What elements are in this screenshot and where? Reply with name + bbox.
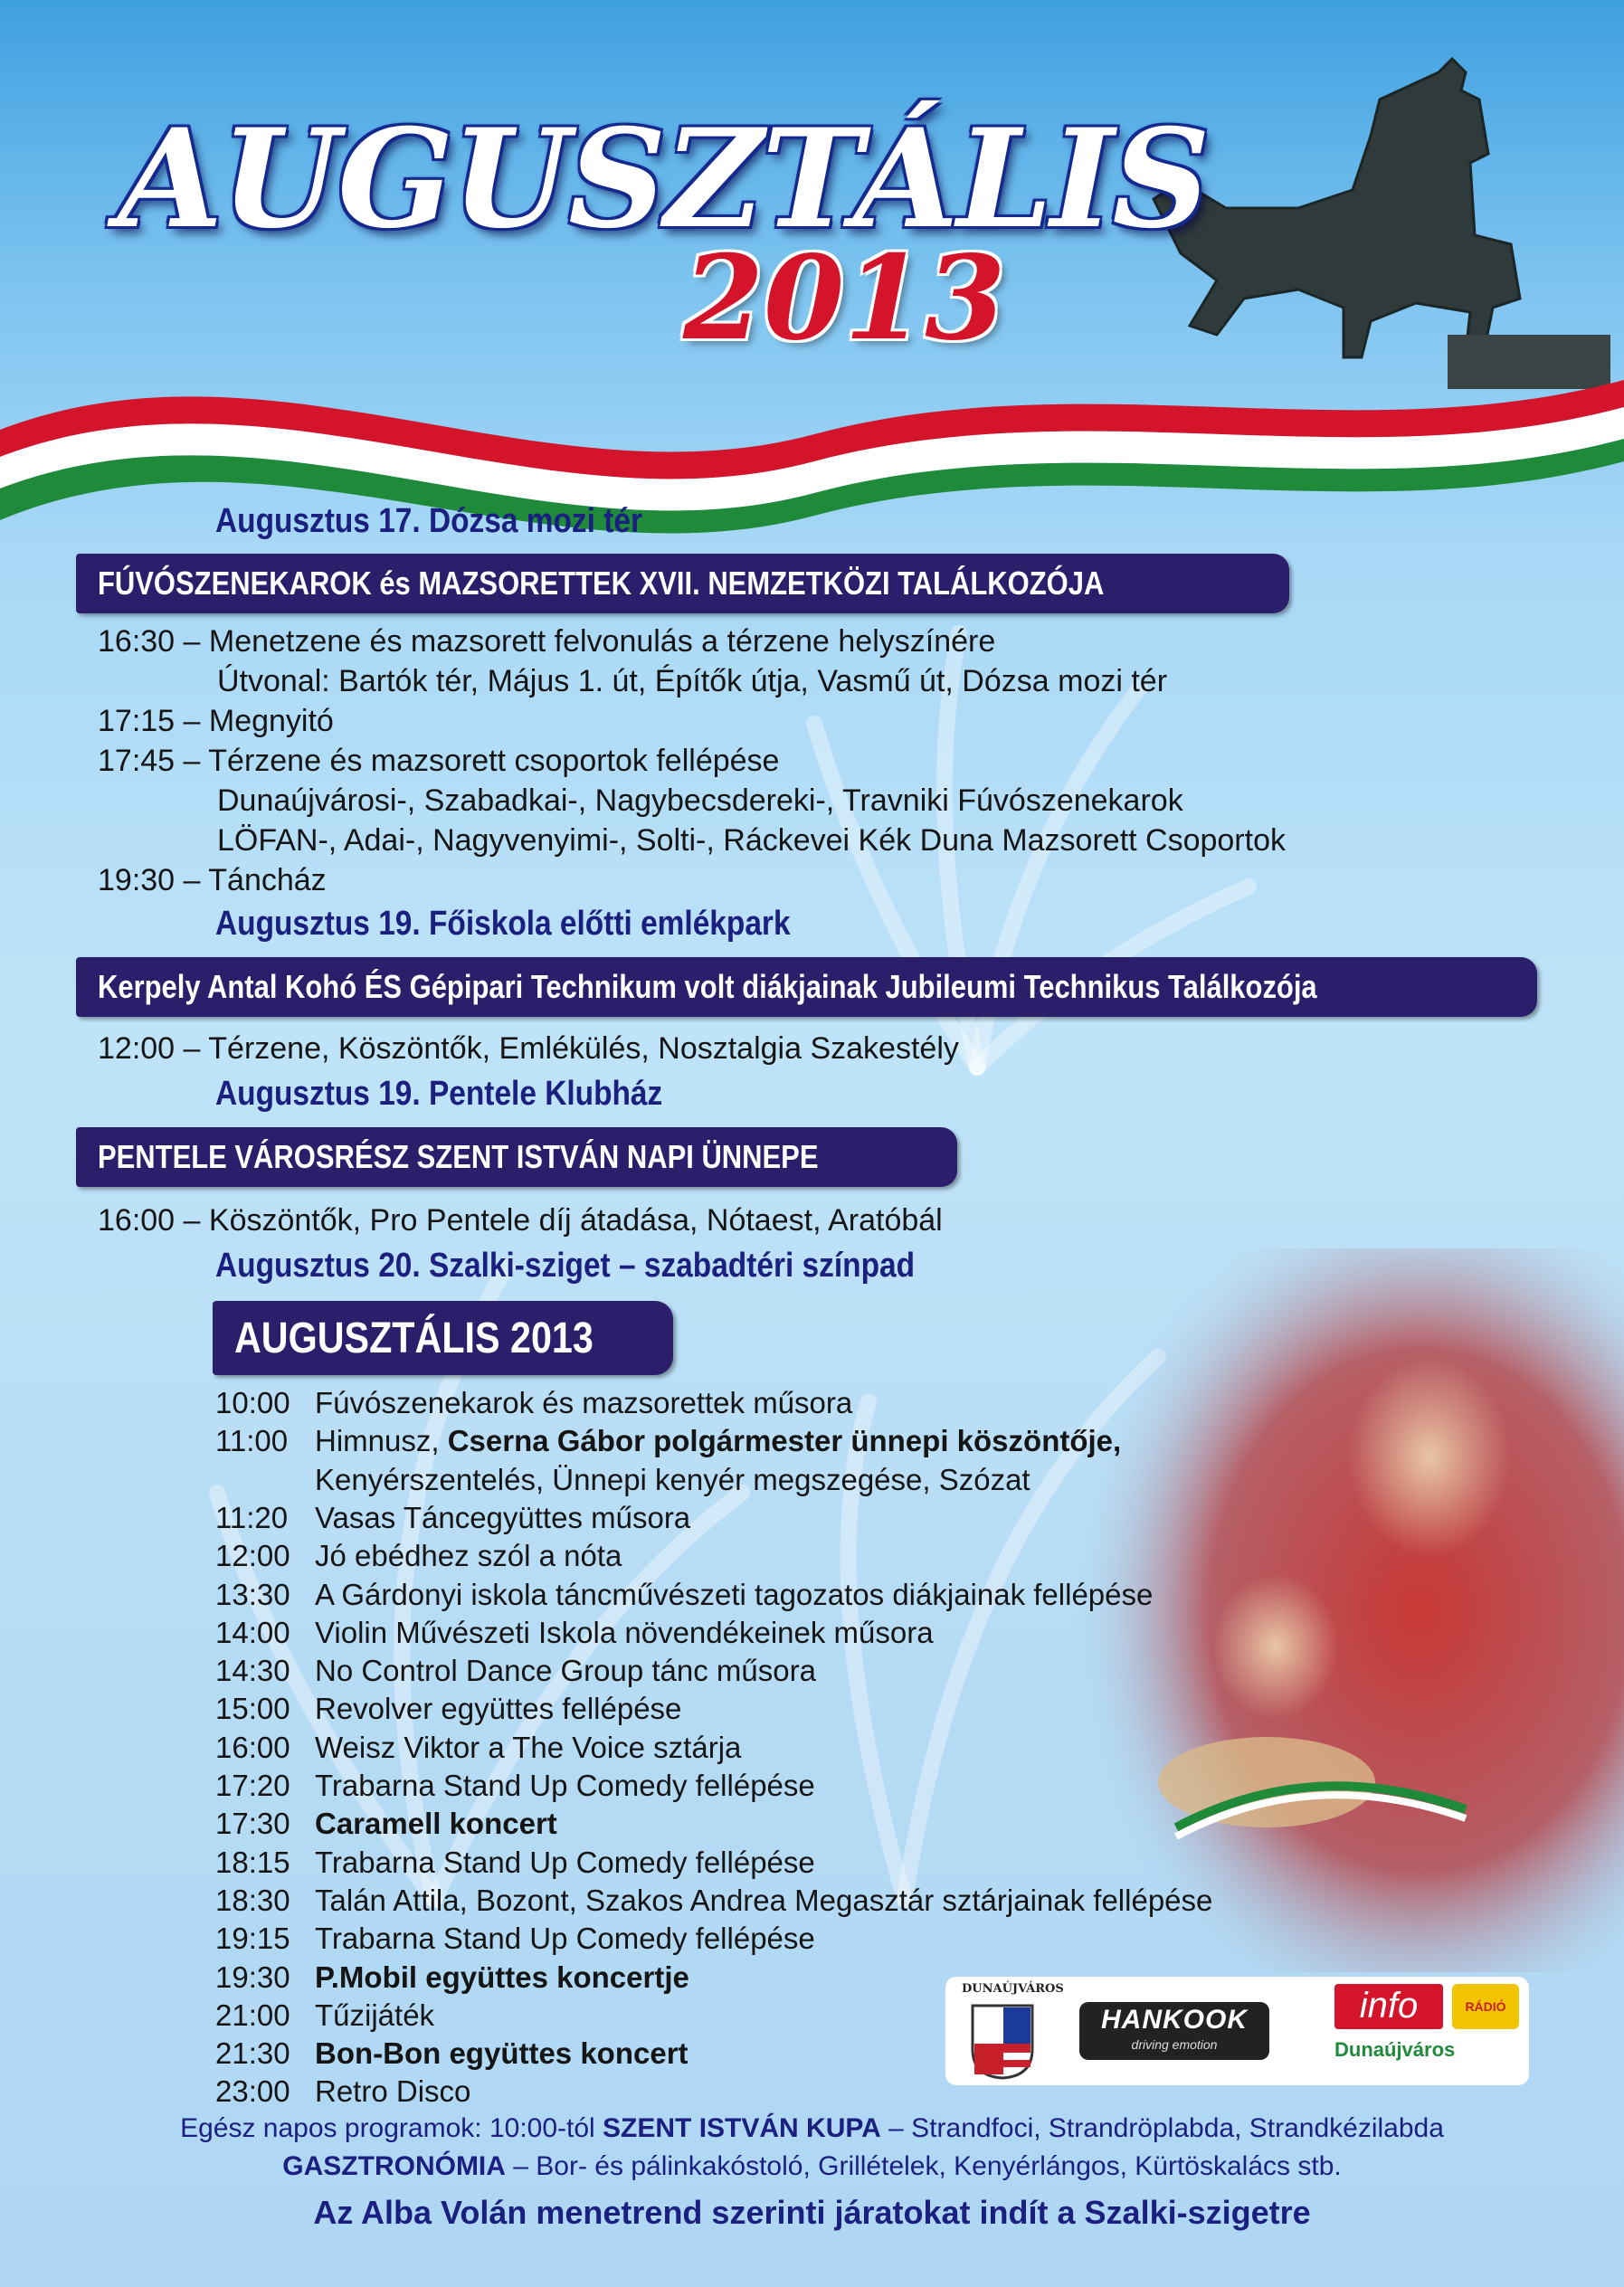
program-text: Trabarna Stand Up Comedy fellépése — [315, 1922, 815, 1956]
program-item — [215, 1386, 852, 1420]
closing-note: Az Alba Volán menetrend szerinti járatokat indít a Szalki-szigetre — [313, 2194, 1311, 2231]
footer-line-2: GASZTRONÓMIA – Bor- és pálinkakóstoló, Grillételek, Kenyérlángos, Kürtöskalács stb. — [282, 2151, 1342, 2181]
info-logo: info — [1334, 1984, 1443, 2029]
schedule-line: 17:45 – Térzene és mazsorett csoportok fellépése — [98, 744, 780, 778]
program-text: Violin Művészeti Iskola növendékeinek műsora — [315, 1615, 934, 1649]
program-item — [215, 1731, 741, 1765]
poster-title: AUGUSZTÁLIS — [118, 100, 1209, 259]
program-time: 11:00 — [215, 1424, 289, 1458]
dunaujvaros-logo: Dunaújváros — [1334, 2038, 1456, 2061]
program-time: 17:30 — [215, 1807, 290, 1841]
program-text: No Control Dance Group tánc műsora — [315, 1654, 816, 1688]
program-text: Revolver együttes fellépése — [315, 1692, 682, 1726]
program-time: 10:00 — [215, 1386, 290, 1419]
program-item — [215, 1539, 622, 1573]
schedule-line: LÖFAN-, Adai-, Nagyvenyimi-, Solti-, Ráckevei Kék Duna Mazsorett Csoportok — [217, 823, 1286, 858]
program-item — [215, 1998, 434, 2033]
program-item — [215, 1884, 1212, 1918]
program-item — [215, 1501, 690, 1535]
program-time: 21:30 — [215, 2036, 290, 2071]
program-text: Retro Disco — [315, 2074, 471, 2109]
sponsor-logos — [945, 1977, 1529, 2085]
program-time: 18:30 — [215, 1883, 290, 1917]
program-item — [215, 2074, 470, 2109]
program-time: 17:20 — [215, 1769, 290, 1802]
program-highlight: P.Mobil együttes koncertje — [315, 1960, 689, 1994]
program-text: Kenyérszentelés, Ünnepi kenyér megszegése, Szózat — [315, 1462, 1030, 1496]
program-item — [215, 2036, 689, 2071]
program-item — [215, 1616, 934, 1650]
program-time: 16:00 — [215, 1730, 290, 1764]
city-coat-of-arms-icon — [971, 2004, 1034, 2080]
schedule-line: Dunaújvárosi-, Szabadkai-, Nagybecsdereki-, Travniki Fúvószenekarok — [217, 783, 1183, 818]
radio-logo: RÁDIÓ — [1452, 1984, 1519, 2029]
program-time: 12:00 — [215, 1539, 290, 1573]
program-item — [215, 1654, 816, 1688]
program-time: 15:00 — [215, 1692, 290, 1726]
program-item — [215, 1922, 815, 1956]
venue-heading-3: Augusztus 19. Pentele Klubház — [215, 1075, 663, 1113]
event-banner-2: Kerpely Antal Kohó ÉS Gépipari Technikum volt diákjainak Jubileumi Technikus Találkozója — [76, 957, 1537, 1017]
program-text: Jó ebédhez szól a nóta — [315, 1539, 622, 1573]
program-item — [215, 1692, 681, 1726]
program-time: 19:30 — [215, 1960, 290, 1994]
program-text: Vasas Táncegyüttes műsora — [315, 1500, 691, 1534]
program-time: 23:00 — [215, 2074, 290, 2109]
program-item — [215, 1807, 557, 1841]
program-text: Fúvószenekarok és mazsorettek műsora — [315, 1386, 853, 1419]
city-name: DUNAÚJVÁROS — [962, 1982, 1064, 1996]
program-text: Himnusz, — [315, 1424, 448, 1458]
event-banner-1: FÚVÓSZENEKAROK és MAZSORETTEK XVII. NEMZETKÖZI TALÁLKOZÓJA — [76, 554, 1289, 613]
event-banner-3: PENTELE VÁROSRÉSZ SZENT ISTVÁN NAPI ÜNNEPE — [76, 1127, 957, 1187]
program-time: 11:20 — [215, 1500, 289, 1534]
venue-heading-4: Augusztus 20. Szalki-sziget – szabadtéri színpad — [215, 1247, 916, 1285]
hankook-logo: HANKOOK driving emotion — [1079, 2002, 1269, 2060]
program-time: 13:30 — [215, 1577, 290, 1611]
program-time: 14:00 — [215, 1615, 290, 1649]
main-event-banner: AUGUSZTÁLIS 2013 — [213, 1301, 673, 1375]
schedule-line: 16:00 – Köszöntők, Pro Pentele díj átadása, Nótaest, Aratóbál — [98, 1203, 943, 1238]
program-text: Trabarna Stand Up Comedy fellépése — [315, 1845, 815, 1879]
venue-heading-2: Augusztus 19. Főiskola előtti emlékpark — [215, 905, 791, 943]
program-text: Weisz Viktor a The Voice sztárja — [315, 1730, 742, 1764]
program-item — [215, 1578, 1153, 1612]
footer-line-1: Egész napos programok: 10:00-tól SZENT ISTVÁN KUPA – Strandfoci, Strandröplabda, Strandkézilabda — [180, 2113, 1444, 2143]
schedule-line: Útvonal: Bartók tér, Május 1. út, Építők útja, Vasmű út, Dózsa mozi tér — [217, 664, 1168, 698]
program-text: Talán Attila, Bozont, Szakos Andrea Megasztár sztárjainak fellépése — [315, 1883, 1213, 1917]
program-item — [215, 1846, 815, 1880]
program-highlight: Cserna Gábor polgármester ünnepi köszöntője, — [447, 1424, 1122, 1458]
program-item — [215, 1424, 1121, 1458]
program-text: Trabarna Stand Up Comedy fellépése — [315, 1769, 815, 1802]
program-time: 21:00 — [215, 1998, 290, 2032]
program-item — [215, 1960, 689, 1995]
poster-year: 2013 — [683, 231, 1006, 366]
program-time: 14:30 — [215, 1654, 290, 1688]
program-time: 18:15 — [215, 1845, 290, 1879]
schedule-line: 19:30 – Táncház — [98, 863, 327, 897]
program-text: A Gárdonyi iskola táncművészeti tagozatos diákjainak fellépése — [315, 1577, 1154, 1611]
schedule-line: 12:00 – Térzene, Köszöntők, Emlékülés, Nosztalgia Szakestély — [98, 1031, 959, 1066]
schedule-line: 17:15 – Megnyitó — [98, 704, 334, 738]
program-highlight: Caramell koncert — [315, 1807, 557, 1841]
program-item — [215, 1769, 815, 1803]
venue-heading-1: Augusztus 17. Dózsa mozi tér — [215, 502, 642, 540]
program-item — [215, 1463, 1030, 1497]
program-highlight: Bon-Bon együttes koncert — [315, 2036, 689, 2071]
schedule-line: 16:30 – Menetzene és mazsorett felvonulás a térzene helyszínére — [98, 624, 996, 659]
program-text: Tűzijáték — [315, 1998, 435, 2032]
program-time: 19:15 — [215, 1922, 290, 1956]
